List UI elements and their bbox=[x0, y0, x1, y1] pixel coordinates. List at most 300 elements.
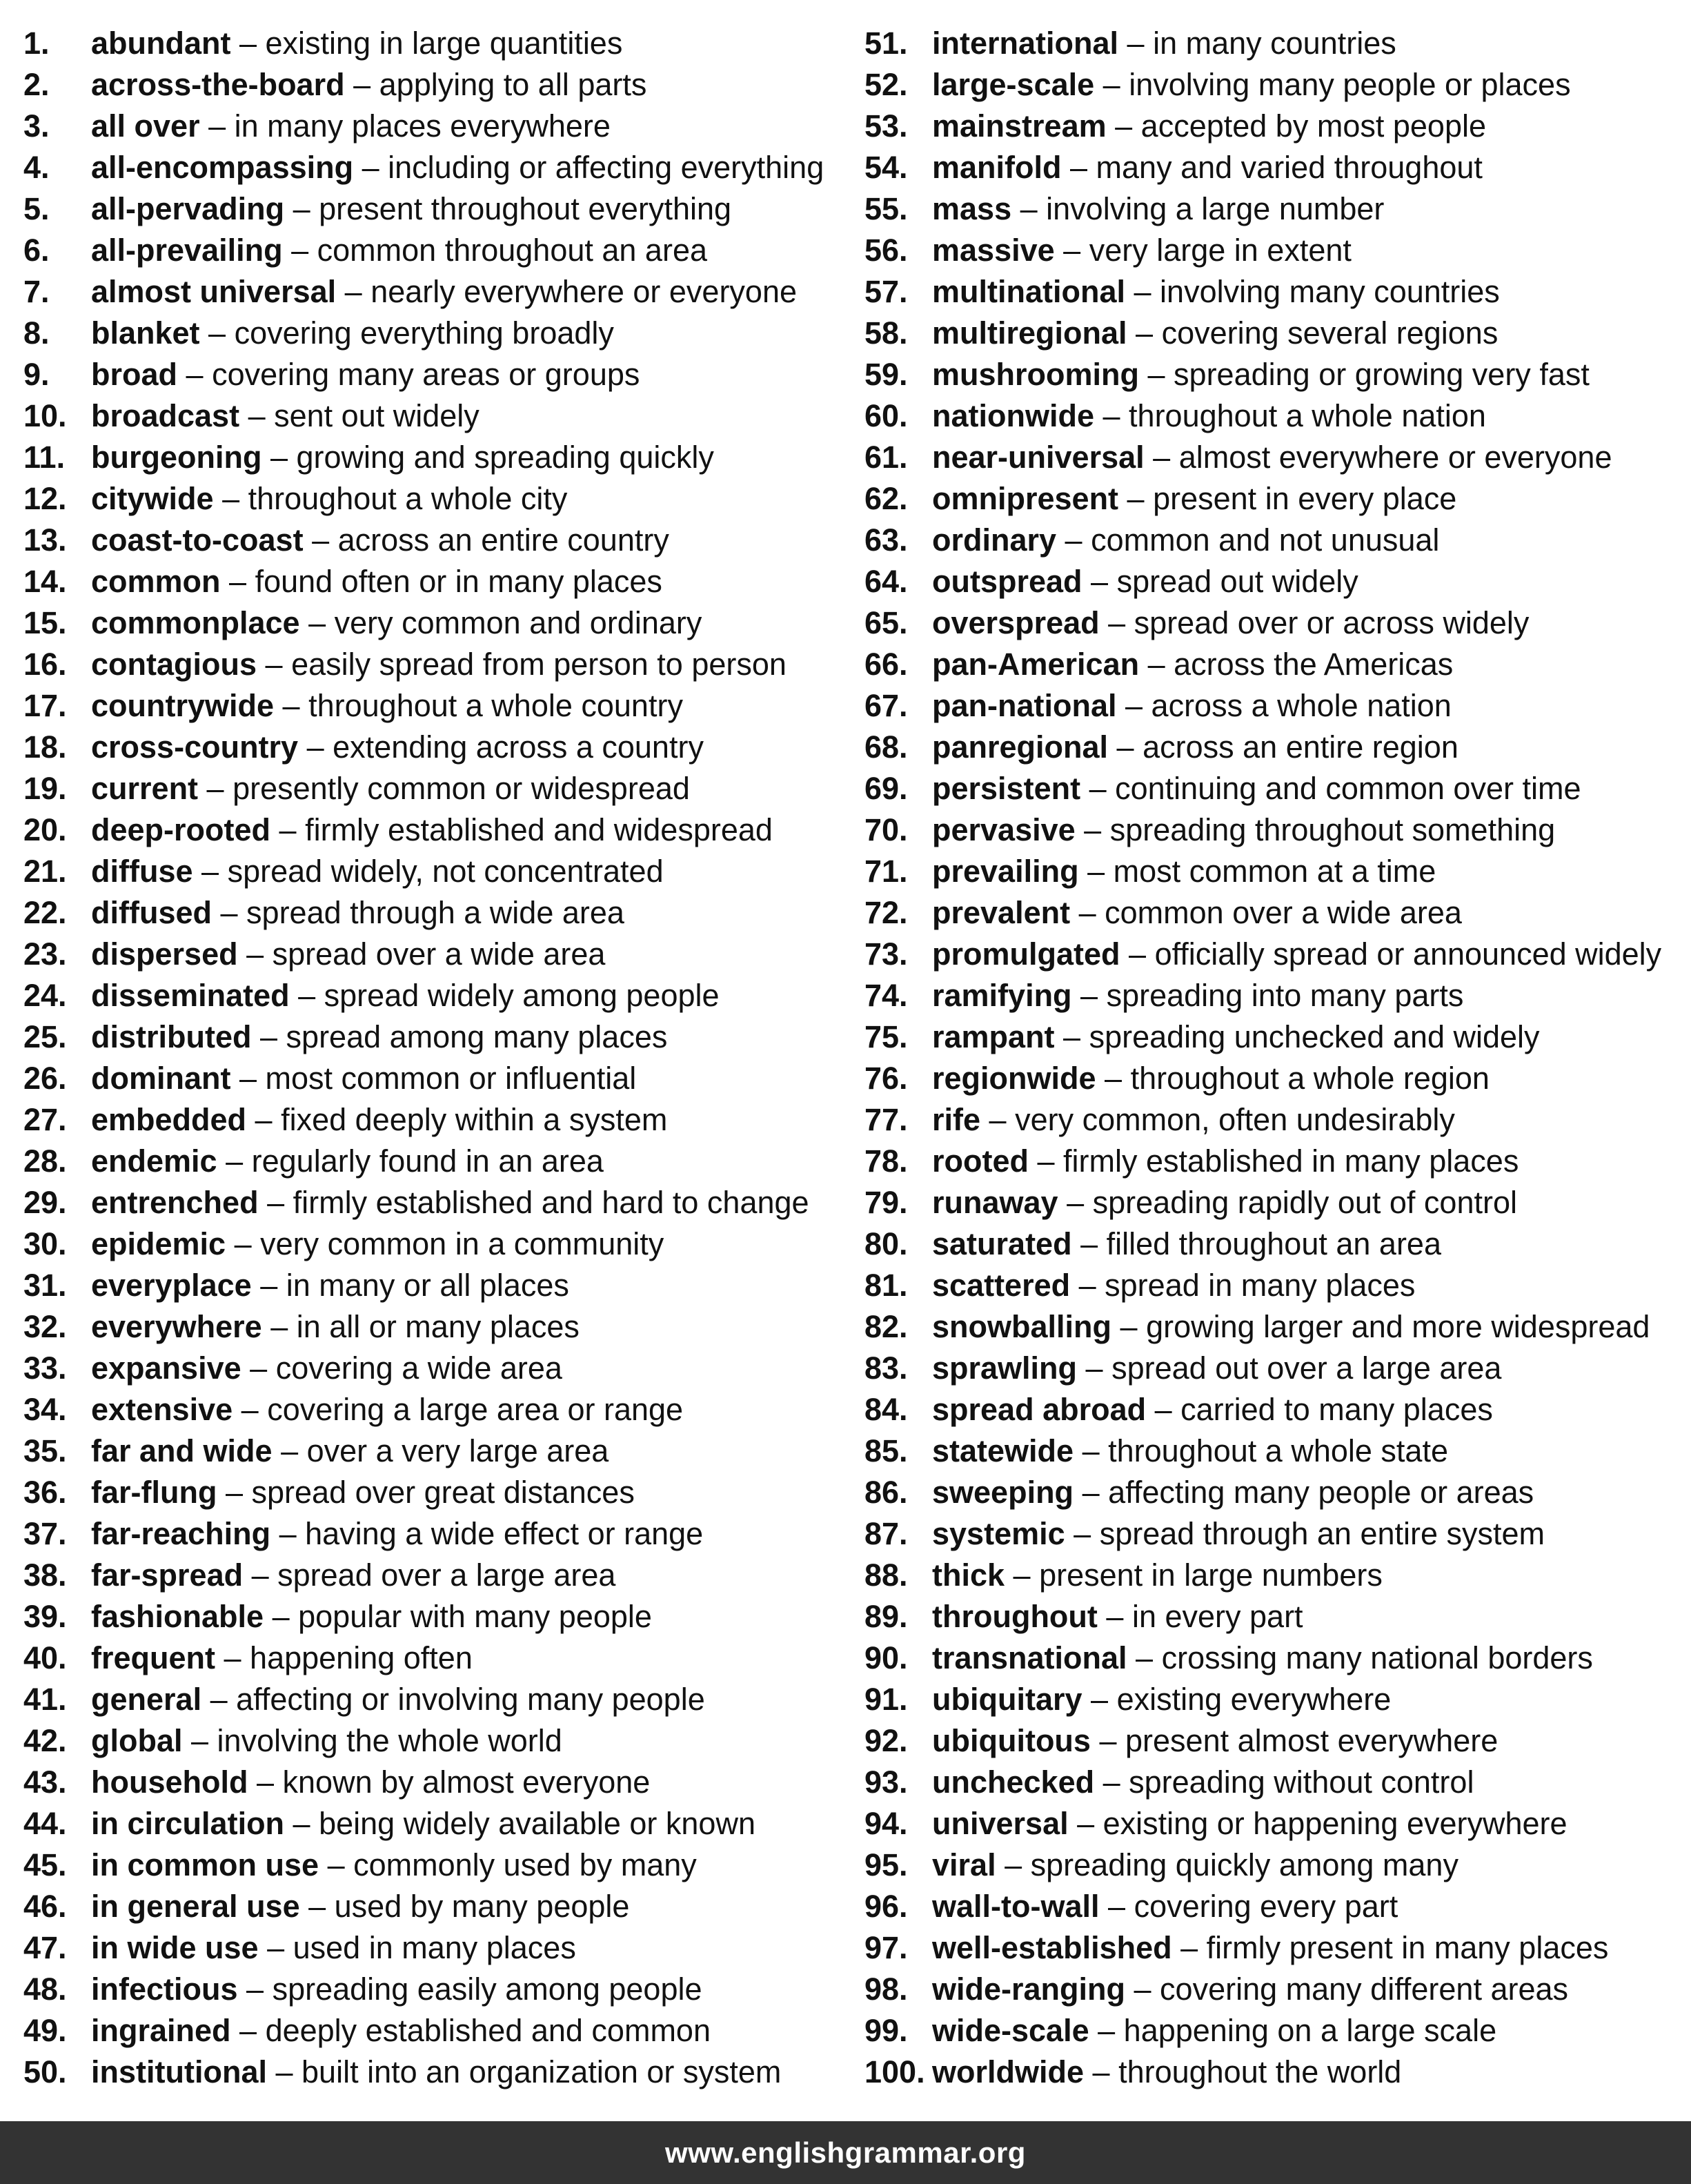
entry-word: general bbox=[91, 1682, 202, 1717]
list-item bbox=[23, 561, 844, 602]
entry-number: 35. bbox=[23, 1433, 67, 1468]
entry-word: citywide bbox=[91, 481, 214, 516]
entry-separator: – bbox=[1094, 398, 1129, 433]
entry-separator: – bbox=[264, 1599, 299, 1634]
entry-text bbox=[91, 1596, 652, 1637]
entry-text bbox=[932, 354, 1590, 395]
entry-text bbox=[91, 1430, 609, 1472]
entry-number: 64. bbox=[864, 564, 908, 599]
entry-word: prevalent bbox=[932, 895, 1071, 930]
entry-separator: – bbox=[336, 274, 371, 309]
entry-number: 12. bbox=[23, 481, 67, 516]
entry-separator: – bbox=[1071, 1226, 1107, 1261]
list-item bbox=[864, 23, 1685, 64]
entry-definition: firmly established and hard to change bbox=[293, 1185, 809, 1220]
entry-definition: nearly everywhere or everyone bbox=[370, 274, 798, 309]
entry-definition: spreading or growing very fast bbox=[1174, 357, 1590, 392]
list-item bbox=[23, 892, 844, 934]
list-item bbox=[23, 437, 844, 478]
entry-definition: deeply established and common bbox=[265, 2013, 711, 2048]
entry-number: 44. bbox=[23, 1806, 67, 1841]
entry-definition: spread among many places bbox=[286, 1019, 668, 1054]
list-item bbox=[864, 147, 1685, 188]
entry-separator: – bbox=[270, 812, 306, 847]
entry-definition: covering many areas or groups bbox=[212, 357, 640, 392]
entry-text bbox=[91, 1803, 755, 1844]
list-item bbox=[23, 64, 844, 106]
entry-text bbox=[932, 230, 1352, 271]
entry-number: 89. bbox=[864, 1599, 908, 1634]
entry-word: prevailing bbox=[932, 854, 1079, 889]
entry-definition: in many or all places bbox=[286, 1268, 569, 1303]
entry-definition: found often or in many places bbox=[255, 564, 662, 599]
entry-separator: – bbox=[1127, 1640, 1162, 1675]
entry-number: 3. bbox=[23, 108, 50, 144]
entry-definition: spreading quickly among many bbox=[1030, 1847, 1458, 1882]
entry-number: 76. bbox=[864, 1061, 908, 1096]
entry-number: 59. bbox=[864, 357, 908, 392]
entry-text bbox=[91, 1058, 636, 1099]
entry-word: pan-national bbox=[932, 688, 1117, 723]
entry-separator: – bbox=[258, 1185, 293, 1220]
entry-definition: in all or many places bbox=[296, 1309, 580, 1344]
entry-separator: – bbox=[261, 440, 297, 475]
entry-separator: – bbox=[201, 1682, 237, 1717]
entry-separator: – bbox=[1084, 2054, 1119, 2089]
entry-separator: – bbox=[226, 1226, 261, 1261]
entry-number: 62. bbox=[864, 481, 908, 516]
entry-word: blanket bbox=[91, 315, 200, 351]
entry-number: 45. bbox=[23, 1847, 67, 1882]
entry-text bbox=[91, 1679, 705, 1720]
entry-number: 51. bbox=[864, 26, 908, 61]
entry-definition: covering many different areas bbox=[1160, 1971, 1569, 2007]
entry-definition: firmly established and widespread bbox=[305, 812, 773, 847]
entry-definition: happening often bbox=[250, 1640, 473, 1675]
entry-word: dispersed bbox=[91, 936, 238, 972]
entry-text bbox=[932, 602, 1529, 644]
entry-number: 4. bbox=[23, 150, 50, 185]
list-item bbox=[864, 230, 1685, 271]
entry-separator: – bbox=[1099, 605, 1134, 640]
entry-separator: – bbox=[1082, 564, 1117, 599]
entry-separator: – bbox=[257, 647, 292, 682]
entry-definition: spread out over a large area bbox=[1111, 1350, 1502, 1386]
entry-separator: – bbox=[239, 398, 275, 433]
list-item bbox=[864, 271, 1685, 313]
entry-text bbox=[932, 106, 1486, 147]
entry-definition: continuing and common over time bbox=[1115, 771, 1581, 806]
entry-word: massive bbox=[932, 233, 1055, 268]
list-item bbox=[864, 1223, 1685, 1265]
entry-word: scattered bbox=[932, 1268, 1071, 1303]
entry-definition: easily spread from person to person bbox=[291, 647, 787, 682]
entry-number: 25. bbox=[23, 1019, 67, 1054]
entry-separator: – bbox=[298, 729, 333, 765]
entry-word: household bbox=[91, 1764, 248, 1800]
list-item bbox=[23, 147, 844, 188]
entry-number: 97. bbox=[864, 1930, 908, 1965]
list-item bbox=[23, 1844, 844, 1886]
entry-separator: – bbox=[246, 1102, 281, 1137]
entry-separator: – bbox=[217, 1475, 252, 1510]
entry-word: broad bbox=[91, 357, 178, 392]
entry-text bbox=[91, 1472, 635, 1513]
entry-word: universal bbox=[932, 1806, 1069, 1841]
entry-word: ordinary bbox=[932, 522, 1057, 558]
entry-separator: – bbox=[251, 1019, 286, 1054]
entry-separator: – bbox=[1054, 233, 1089, 268]
entry-separator: – bbox=[284, 191, 319, 226]
entry-separator: – bbox=[1094, 1764, 1129, 1800]
entry-number: 70. bbox=[864, 812, 908, 847]
list-item bbox=[864, 313, 1685, 354]
entry-number: 48. bbox=[23, 1971, 67, 2007]
entry-text bbox=[91, 1141, 604, 1182]
entry-definition: over a very large area bbox=[306, 1433, 609, 1468]
entry-text bbox=[91, 230, 707, 271]
entry-word: cross-country bbox=[91, 729, 299, 765]
entry-separator: – bbox=[1171, 1930, 1207, 1965]
entry-text bbox=[91, 354, 640, 395]
entry-separator: – bbox=[303, 522, 338, 558]
entry-number: 54. bbox=[864, 150, 908, 185]
entry-word: in general use bbox=[91, 1889, 300, 1924]
entry-definition: throughout a whole region bbox=[1130, 1061, 1490, 1096]
entry-text bbox=[932, 1679, 1391, 1720]
entry-text bbox=[91, 644, 787, 685]
entry-word: wall-to-wall bbox=[932, 1889, 1100, 1924]
entry-separator: – bbox=[1074, 1475, 1109, 1510]
entry-number: 86. bbox=[864, 1475, 908, 1510]
entry-definition: spreading into many parts bbox=[1106, 978, 1464, 1013]
entry-number: 47. bbox=[23, 1930, 67, 1965]
entry-definition: spread over a wide area bbox=[272, 936, 606, 972]
entry-word: outspread bbox=[932, 564, 1082, 599]
list-item bbox=[23, 23, 844, 64]
list-item bbox=[864, 1472, 1685, 1513]
entry-word: in wide use bbox=[91, 1930, 259, 1965]
entry-definition: in many countries bbox=[1153, 26, 1396, 61]
list-item bbox=[23, 2052, 844, 2093]
entry-separator: – bbox=[996, 1847, 1031, 1882]
entry-separator: – bbox=[980, 1102, 1016, 1137]
entry-number: 31. bbox=[23, 1268, 67, 1303]
entry-word: omnipresent bbox=[932, 481, 1119, 516]
entry-word: extensive bbox=[91, 1392, 233, 1427]
entry-definition: spread over a large area bbox=[277, 1557, 616, 1593]
entry-text bbox=[932, 23, 1396, 64]
word-list-right-column bbox=[864, 23, 1685, 2093]
entry-word: far-spread bbox=[91, 1557, 244, 1593]
entry-word: distributed bbox=[91, 1019, 252, 1054]
entry-separator: – bbox=[299, 605, 335, 640]
list-item bbox=[23, 1099, 844, 1141]
entry-separator: – bbox=[1058, 1185, 1093, 1220]
list-item bbox=[864, 395, 1685, 437]
entry-text bbox=[932, 1596, 1303, 1637]
entry-number: 82. bbox=[864, 1309, 908, 1344]
entry-word: abundant bbox=[91, 26, 231, 61]
entry-definition: most common or influential bbox=[265, 1061, 637, 1096]
entry-separator: – bbox=[1061, 150, 1096, 185]
entry-text bbox=[932, 478, 1456, 520]
entry-text bbox=[91, 64, 646, 106]
entry-definition: spreading without control bbox=[1129, 1764, 1474, 1800]
entry-number: 92. bbox=[864, 1723, 908, 1758]
entry-separator: – bbox=[284, 1806, 319, 1841]
entry-number: 53. bbox=[864, 108, 908, 144]
entry-definition: covering several regions bbox=[1161, 315, 1499, 351]
entry-separator: – bbox=[258, 1930, 293, 1965]
entry-text bbox=[932, 1927, 1608, 1969]
entry-text bbox=[932, 1513, 1545, 1555]
entry-definition: used by many people bbox=[334, 1889, 630, 1924]
entry-definition: common and not unusual bbox=[1091, 522, 1440, 558]
entry-word: thick bbox=[932, 1557, 1005, 1593]
entry-number: 41. bbox=[23, 1682, 67, 1717]
entry-text bbox=[91, 1348, 562, 1389]
entry-word: diffuse bbox=[91, 854, 193, 889]
entry-word: everyplace bbox=[91, 1268, 252, 1303]
entry-separator: – bbox=[230, 26, 266, 61]
list-item bbox=[864, 602, 1685, 644]
entry-text bbox=[91, 1720, 562, 1762]
list-item bbox=[864, 1389, 1685, 1430]
entry-word: rife bbox=[932, 1102, 981, 1137]
entry-separator: – bbox=[1096, 1061, 1131, 1096]
list-item bbox=[23, 1348, 844, 1389]
entry-definition: throughout the world bbox=[1118, 2054, 1402, 2089]
entry-number: 98. bbox=[864, 1971, 908, 2007]
entry-text bbox=[932, 1306, 1650, 1348]
entry-definition: firmly present in many places bbox=[1206, 1930, 1609, 1965]
entry-word: far-reaching bbox=[91, 1516, 271, 1551]
entry-separator: – bbox=[248, 1764, 283, 1800]
entry-number: 90. bbox=[864, 1640, 908, 1675]
footer-url[interactable]: www.englishgrammar.org bbox=[665, 2136, 1026, 2169]
entry-text bbox=[91, 1637, 473, 1679]
entry-number: 63. bbox=[864, 522, 908, 558]
entry-word: far-flung bbox=[91, 1475, 217, 1510]
word-list-left-column bbox=[23, 23, 844, 2093]
entry-text bbox=[932, 147, 1483, 188]
entry-number: 74. bbox=[864, 978, 908, 1013]
list-item bbox=[864, 561, 1685, 602]
list-item bbox=[23, 1720, 844, 1762]
entry-text bbox=[932, 1016, 1540, 1058]
entry-word: mainstream bbox=[932, 108, 1107, 144]
list-item bbox=[23, 768, 844, 809]
entry-text bbox=[932, 685, 1452, 727]
entry-definition: built into an organization or system bbox=[301, 2054, 782, 2089]
entry-number: 75. bbox=[864, 1019, 908, 1054]
entry-number: 78. bbox=[864, 1143, 908, 1179]
entry-word: runaway bbox=[932, 1185, 1058, 1220]
entry-separator: – bbox=[299, 1889, 335, 1924]
list-item bbox=[864, 768, 1685, 809]
entry-word: sweeping bbox=[932, 1475, 1074, 1510]
entry-word: commonplace bbox=[91, 605, 300, 640]
list-item bbox=[864, 64, 1685, 106]
list-item bbox=[23, 1058, 844, 1099]
entry-definition: across an entire region bbox=[1143, 729, 1458, 765]
entry-number: 46. bbox=[23, 1889, 67, 1924]
entry-definition: existing everywhere bbox=[1116, 1682, 1392, 1717]
list-item bbox=[864, 1513, 1685, 1555]
entry-separator: – bbox=[237, 936, 273, 972]
entry-number: 85. bbox=[864, 1433, 908, 1468]
entry-definition: growing and spreading quickly bbox=[296, 440, 714, 475]
entry-number: 56. bbox=[864, 233, 908, 268]
entry-definition: spread over great distances bbox=[251, 1475, 635, 1510]
list-item bbox=[23, 188, 844, 230]
list-item bbox=[864, 727, 1685, 768]
list-item bbox=[864, 892, 1685, 934]
entry-text bbox=[932, 644, 1453, 685]
list-item bbox=[864, 1058, 1685, 1099]
entry-text bbox=[932, 1141, 1519, 1182]
entry-number: 14. bbox=[23, 564, 67, 599]
list-item bbox=[23, 1265, 844, 1306]
entry-word: international bbox=[932, 26, 1119, 61]
entry-separator: – bbox=[274, 688, 309, 723]
entry-definition: fixed deeply within a system bbox=[281, 1102, 668, 1137]
list-item bbox=[23, 1927, 844, 1969]
entry-text bbox=[91, 727, 704, 768]
entry-word: across-the-board bbox=[91, 67, 345, 102]
entry-word: almost universal bbox=[91, 274, 337, 309]
entry-definition: very common, often undesirably bbox=[1015, 1102, 1455, 1137]
entry-text bbox=[91, 437, 714, 478]
entry-number: 87. bbox=[864, 1516, 908, 1551]
entry-number: 36. bbox=[23, 1475, 67, 1510]
entry-text bbox=[932, 1969, 1568, 2010]
entry-number: 39. bbox=[23, 1599, 67, 1634]
entry-number: 34. bbox=[23, 1392, 67, 1427]
entry-definition: regularly found in an area bbox=[251, 1143, 604, 1179]
entry-word: pervasive bbox=[932, 812, 1076, 847]
entry-number: 61. bbox=[864, 440, 908, 475]
entry-definition: filled throughout an area bbox=[1106, 1226, 1441, 1261]
entry-separator: – bbox=[1120, 936, 1155, 972]
list-item bbox=[23, 520, 844, 561]
entry-separator: – bbox=[1068, 1806, 1103, 1841]
entry-definition: spread over or across widely bbox=[1134, 605, 1530, 640]
entry-separator: – bbox=[266, 2054, 302, 2089]
entry-number: 29. bbox=[23, 1185, 67, 1220]
entry-word: broadcast bbox=[91, 398, 240, 433]
entry-word: ubiquitous bbox=[932, 1723, 1091, 1758]
entry-number: 20. bbox=[23, 812, 67, 847]
entry-number: 71. bbox=[864, 854, 908, 889]
entry-separator: – bbox=[1065, 1516, 1100, 1551]
list-item bbox=[23, 1223, 844, 1265]
entry-separator: – bbox=[215, 1640, 250, 1675]
entry-definition: spreading rapidly out of control bbox=[1092, 1185, 1517, 1220]
list-item bbox=[23, 395, 844, 437]
entry-word: ingrained bbox=[91, 2013, 231, 2048]
entry-separator: – bbox=[272, 1433, 307, 1468]
entry-definition: being widely available or known bbox=[319, 1806, 755, 1841]
list-item bbox=[23, 851, 844, 892]
entry-definition: applying to all parts bbox=[379, 67, 647, 102]
entry-separator: – bbox=[1118, 481, 1154, 516]
entry-definition: in many places everywhere bbox=[234, 108, 611, 144]
entry-text bbox=[91, 851, 664, 892]
list-item bbox=[864, 1306, 1685, 1348]
entry-number: 24. bbox=[23, 978, 67, 1013]
entry-text bbox=[91, 1927, 576, 1969]
entry-definition: extending across a country bbox=[333, 729, 704, 765]
entry-separator: – bbox=[1108, 729, 1143, 765]
entry-definition: having a wide effect or range bbox=[305, 1516, 704, 1551]
entry-text bbox=[932, 520, 1439, 561]
entry-word: rampant bbox=[932, 1019, 1055, 1054]
entry-text bbox=[91, 1389, 683, 1430]
entry-word: contagious bbox=[91, 647, 257, 682]
entry-separator: – bbox=[1094, 67, 1129, 102]
entry-definition: known by almost everyone bbox=[282, 1764, 651, 1800]
entry-separator: – bbox=[233, 1392, 268, 1427]
entry-definition: most common at a time bbox=[1113, 854, 1436, 889]
list-item bbox=[23, 106, 844, 147]
entry-word: wide-ranging bbox=[932, 1971, 1125, 2007]
entry-definition: in every part bbox=[1131, 1599, 1303, 1634]
entry-number: 52. bbox=[864, 67, 908, 102]
list-item bbox=[23, 1886, 844, 1927]
entry-definition: spreading unchecked and widely bbox=[1089, 1019, 1540, 1054]
entry-number: 96. bbox=[864, 1889, 908, 1924]
entry-number: 26. bbox=[23, 1061, 67, 1096]
list-item bbox=[23, 1555, 844, 1596]
entry-number: 88. bbox=[864, 1557, 908, 1593]
entry-text bbox=[932, 1803, 1568, 1844]
list-item bbox=[23, 644, 844, 685]
list-item bbox=[864, 1762, 1685, 1803]
list-item bbox=[864, 851, 1685, 892]
entry-word: entrenched bbox=[91, 1185, 259, 1220]
entry-text bbox=[932, 1844, 1458, 1886]
list-item bbox=[23, 2010, 844, 2052]
entry-word: unchecked bbox=[932, 1764, 1095, 1800]
entry-text bbox=[932, 1058, 1490, 1099]
entry-number: 65. bbox=[864, 605, 908, 640]
entry-word: multinational bbox=[932, 274, 1125, 309]
entry-number: 9. bbox=[23, 357, 50, 392]
entry-number: 79. bbox=[864, 1185, 908, 1220]
entry-number: 30. bbox=[23, 1226, 67, 1261]
list-item bbox=[864, 809, 1685, 851]
entry-text bbox=[932, 188, 1384, 230]
entry-definition: including or affecting everything bbox=[388, 150, 824, 185]
entry-text bbox=[91, 313, 614, 354]
entry-word: epidemic bbox=[91, 1226, 226, 1261]
entry-separator: – bbox=[1005, 1557, 1040, 1593]
entry-separator: – bbox=[1139, 357, 1174, 392]
entry-word: sprawling bbox=[932, 1350, 1078, 1386]
entry-word: current bbox=[91, 771, 199, 806]
entry-separator: – bbox=[1099, 1889, 1134, 1924]
entry-text bbox=[91, 23, 622, 64]
list-item bbox=[864, 1886, 1685, 1927]
list-item bbox=[864, 1637, 1685, 1679]
entry-word: nationwide bbox=[932, 398, 1094, 433]
entry-word: expansive bbox=[91, 1350, 241, 1386]
entry-number: 72. bbox=[864, 895, 908, 930]
entry-definition: throughout a whole city bbox=[248, 481, 568, 516]
entry-text bbox=[932, 437, 1612, 478]
